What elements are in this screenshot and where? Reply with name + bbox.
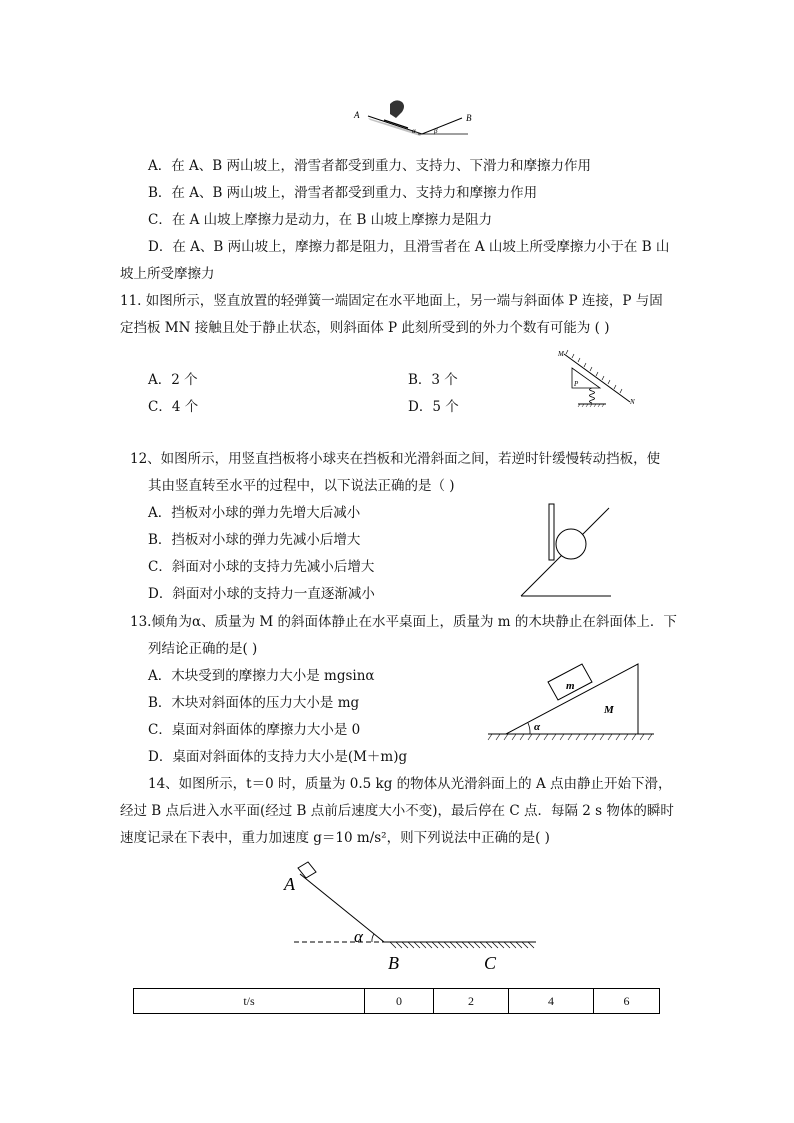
q10-option-a: A．在 A、B 两山坡上，滑雪者都受到重力、支持力、下滑力和摩擦力作用	[148, 158, 592, 174]
q10-slope-figure	[350, 96, 480, 138]
q10-label-b: B	[466, 113, 472, 123]
q14-label-a: A	[284, 874, 295, 894]
q11-option-d: D．5 个	[408, 399, 459, 415]
table-header-cell: t/s	[134, 989, 365, 1014]
q10-label-a: A	[354, 110, 360, 120]
q14-stem-line3: 速度记录在下表中，重力加速度 g＝10 m/s²，则下列说法中正确的是( )	[120, 830, 550, 846]
q10-option-b: B．在 A、B 两山坡上，滑雪者都受到重力、支持力和摩擦力作用	[148, 185, 538, 201]
q12-option-d: D．斜面对小球的支持力一直逐渐减小	[148, 586, 375, 602]
q12-option-c: C．斜面对小球的支持力先减小后增大	[148, 559, 375, 575]
q12-stem-line1: 12、如图所示，用竖直挡板将小球夹在挡板和光滑斜面之间，若逆时针缓慢转动挡板，使	[130, 451, 661, 467]
q14-label-c: C	[484, 953, 497, 973]
q12-option-b: B．挡板对小球的弹力先减小后增大	[148, 532, 361, 548]
q10-option-d: D．在 A、B 两山坡上，摩擦力都是阻力，且滑雪者在 A 山坡上所受摩擦力小于在 B 山	[148, 239, 670, 255]
q11-label-p: P	[574, 380, 579, 388]
q12-stem-line2: 其由竖直转至水平的过程中，以下说法正确的是（ )	[148, 478, 455, 494]
table-row	[134, 989, 660, 1014]
q13-label-big-m: M	[604, 704, 614, 716]
q13-option-b: B．木块对斜面体的压力大小是 mg	[148, 695, 360, 711]
q14-velocity-table	[133, 988, 660, 1014]
q11-label-m: M	[558, 350, 564, 358]
q11-spring-base	[572, 388, 612, 408]
q13-label-m: m	[566, 680, 575, 692]
table-cell: 0	[365, 989, 434, 1014]
table-cell: 6	[594, 989, 660, 1014]
q11-stem-line2: 定挡板 MN 接触且处于静止状态，则斜面体 P 此刻所受到的外力个数有可能为 ( )	[120, 320, 610, 336]
table-cell: 4	[509, 989, 594, 1014]
q14-slope-figure	[280, 858, 545, 978]
q10-label-alpha: α	[412, 127, 416, 135]
q11-label-n: N	[630, 398, 635, 406]
q10-label-beta: β	[434, 127, 438, 135]
q14-stem-line2: 经过 B 点后进入水平面(经过 B 点前后速度大小不变)，最后停在 C 点．每隔 2 s 物体的瞬时	[120, 803, 674, 819]
q14-stem-line1: 14、如图所示，t＝0 时，质量为 0.5 kg 的物体从光滑斜面上的 A 点由静止开始下滑，	[148, 776, 672, 792]
q11-option-b: B．3 个	[408, 372, 458, 388]
q11-stem-line1: 11. 如图所示，竖直放置的轻弹簧一端固定在水平地面上，另一端与斜面体 P 连接，P 与固	[120, 293, 663, 309]
q12-option-a: A．挡板对小球的弹力先增大后减小	[148, 505, 361, 521]
q14-label-alpha: α	[354, 927, 363, 946]
q13-option-c: C．桌面对斜面体的摩擦力大小是 0	[148, 722, 361, 738]
q13-label-alpha: α	[534, 721, 541, 733]
q11-option-a: A．2 个	[148, 372, 198, 388]
q10-option-d-cont: 坡上所受摩擦力	[120, 266, 215, 282]
q11-option-c: C．4 个	[148, 399, 199, 415]
q12-ball-figure	[515, 500, 615, 602]
q10-option-c: C．在 A 山坡上摩擦力是动力，在 B 山坡上摩擦力是阻力	[148, 212, 493, 228]
q14-label-b: B	[388, 953, 399, 973]
q13-incline-figure	[486, 656, 656, 746]
q13-option-d: D．桌面对斜面体的支持力大小是(M＋m)g	[148, 749, 408, 765]
table-cell: 2	[434, 989, 509, 1014]
q13-stem-line2: 列结论正确的是( )	[148, 641, 258, 657]
q13-option-a: A．木块受到的摩擦力大小是 mgsinα	[148, 668, 375, 684]
q13-stem-line1: 13.倾角为α、质量为 M 的斜面体静止在水平桌面上，质量为 m 的木块静止在斜面体上．下	[130, 614, 677, 630]
